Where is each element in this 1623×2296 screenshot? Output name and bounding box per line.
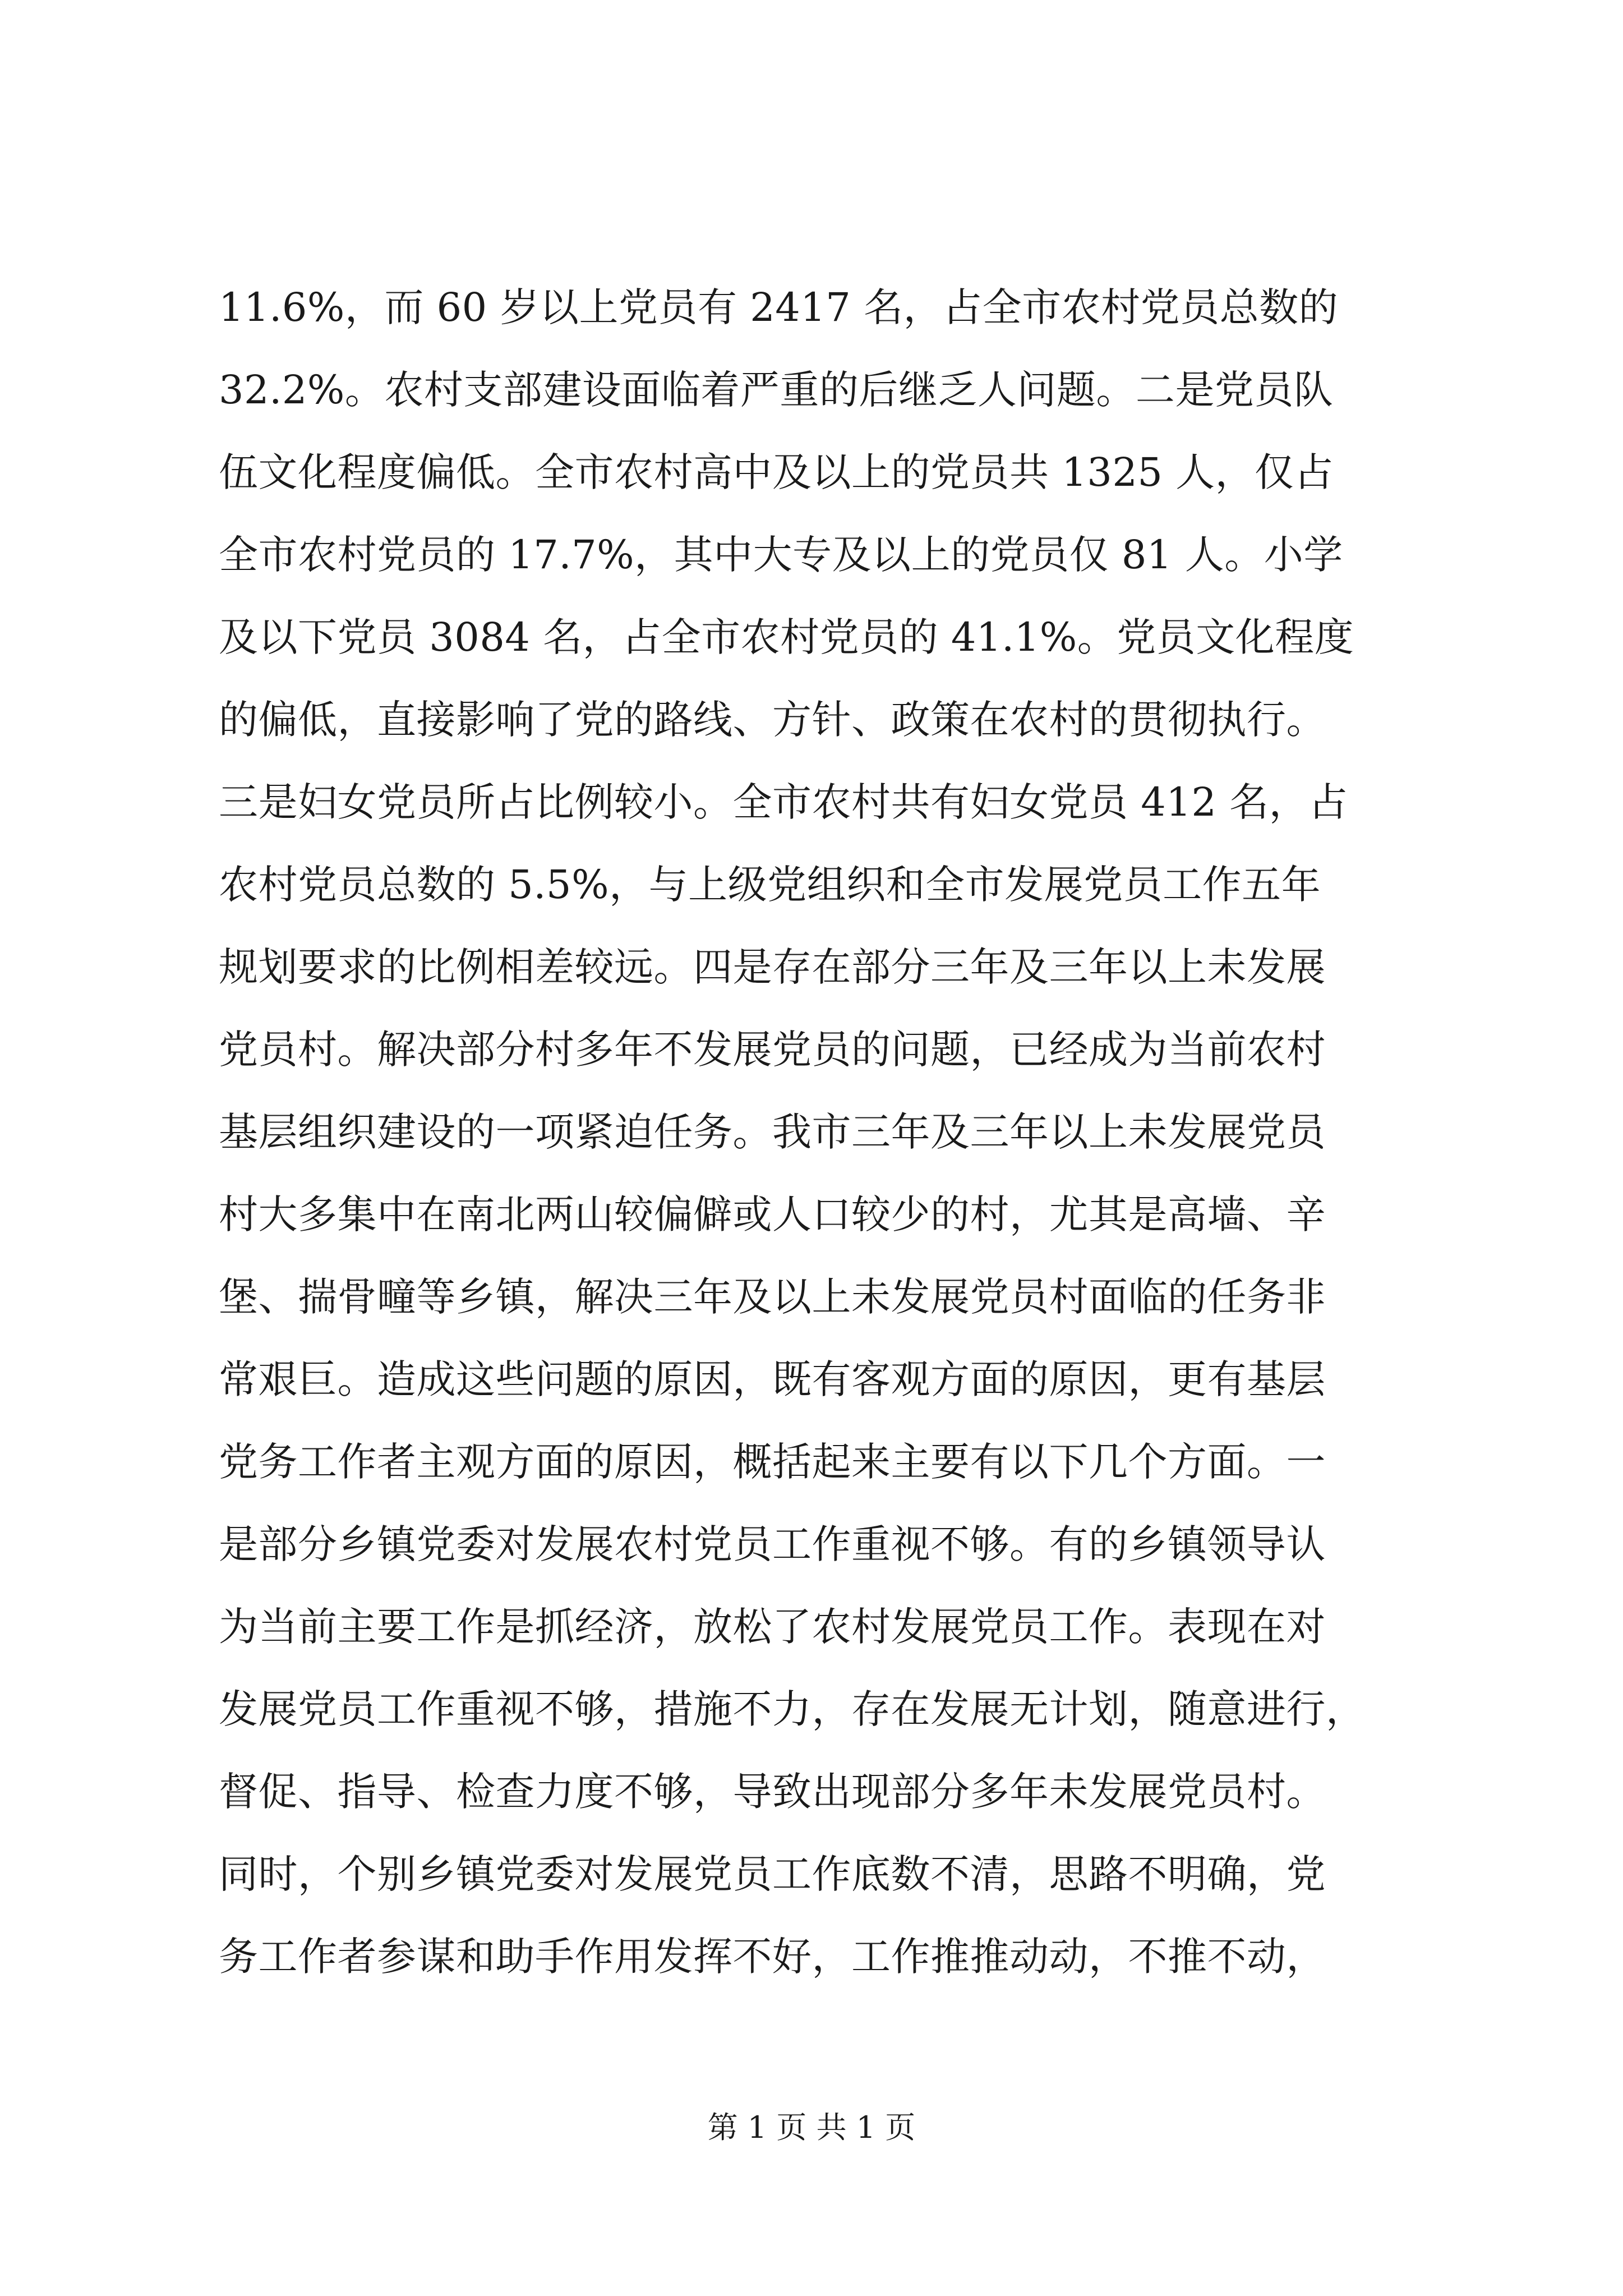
text-line: 基层组织建设的一项紧迫任务。我市三年及三年以上未发展党员 <box>219 1109 1326 1155</box>
text-line: 党员村。解决部分村多年不发展党员的问题，已经成为当前农村 <box>219 1027 1326 1073</box>
text-line: 规划要求的比例相差较远。四是存在部分三年及三年以上未发展 <box>219 944 1326 990</box>
text-line: 及以下党员 3084 名，占全市农村党员的 41.1%。党员文化程度 <box>219 614 1354 660</box>
text-line: 堡、揣骨疃等乡镇，解决三年及以上未发展党员村面临的任务非 <box>219 1274 1326 1320</box>
text-line: 11.6%，而 60 岁以上党员有 2417 名，占全市农村党员总数的 <box>219 284 1339 330</box>
page-number: 第 1 页 共 1 页 <box>707 2110 916 2145</box>
text-line: 32.2%。农村支部建设面临着严重的后继乏人问题。二是党员队 <box>219 367 1334 413</box>
text-line: 三是妇女党员所占比例较小。全市农村共有妇女党员 412 名，占 <box>219 779 1348 825</box>
page-footer <box>0 2108 1623 2147</box>
text-line: 是部分乡镇党委对发展农村党员工作重视不够。有的乡镇领导认 <box>219 1521 1326 1567</box>
text-line: 督促、指导、检查力度不够，导致出现部分多年未发展党员村。 <box>219 1769 1326 1815</box>
text-line: 为当前主要工作是抓经济，放松了农村发展党员工作。表现在对 <box>219 1604 1326 1650</box>
text-line: 常艰巨。造成这些问题的原因，既有客观方面的原因，更有基层 <box>219 1356 1326 1402</box>
text-line: 村大多集中在南北两山较偏僻或人口较少的村，尤其是高墙、辛 <box>219 1191 1326 1237</box>
text-line: 伍文化程度偏低。全市农村高中及以上的党员共 1325 人，仅占 <box>219 449 1334 495</box>
text-line: 全市农村党员的 17.7%，其中大专及以上的党员仅 81 人。小学 <box>219 532 1343 578</box>
text-line: 农村党员总数的 5.5%，与上级党组织和全市发展党员工作五年 <box>219 862 1321 908</box>
text-line: 务工作者参谋和助手作用发挥不好，工作推推动动，不推不动， <box>219 1934 1326 1980</box>
text-line: 同时，个别乡镇党委对发展党员工作底数不清，思路不明确，党 <box>219 1851 1326 1897</box>
body-text <box>219 266 1430 1998</box>
text-line: 发展党员工作重视不够，措施不力，存在发展无计划，随意进行， <box>219 1686 1366 1732</box>
text-line: 党务工作者主观方面的原因，概括起来主要有以下几个方面。一 <box>219 1439 1326 1485</box>
text-line: 的偏低，直接影响了党的路线、方针、政策在农村的贯彻执行。 <box>219 697 1326 743</box>
